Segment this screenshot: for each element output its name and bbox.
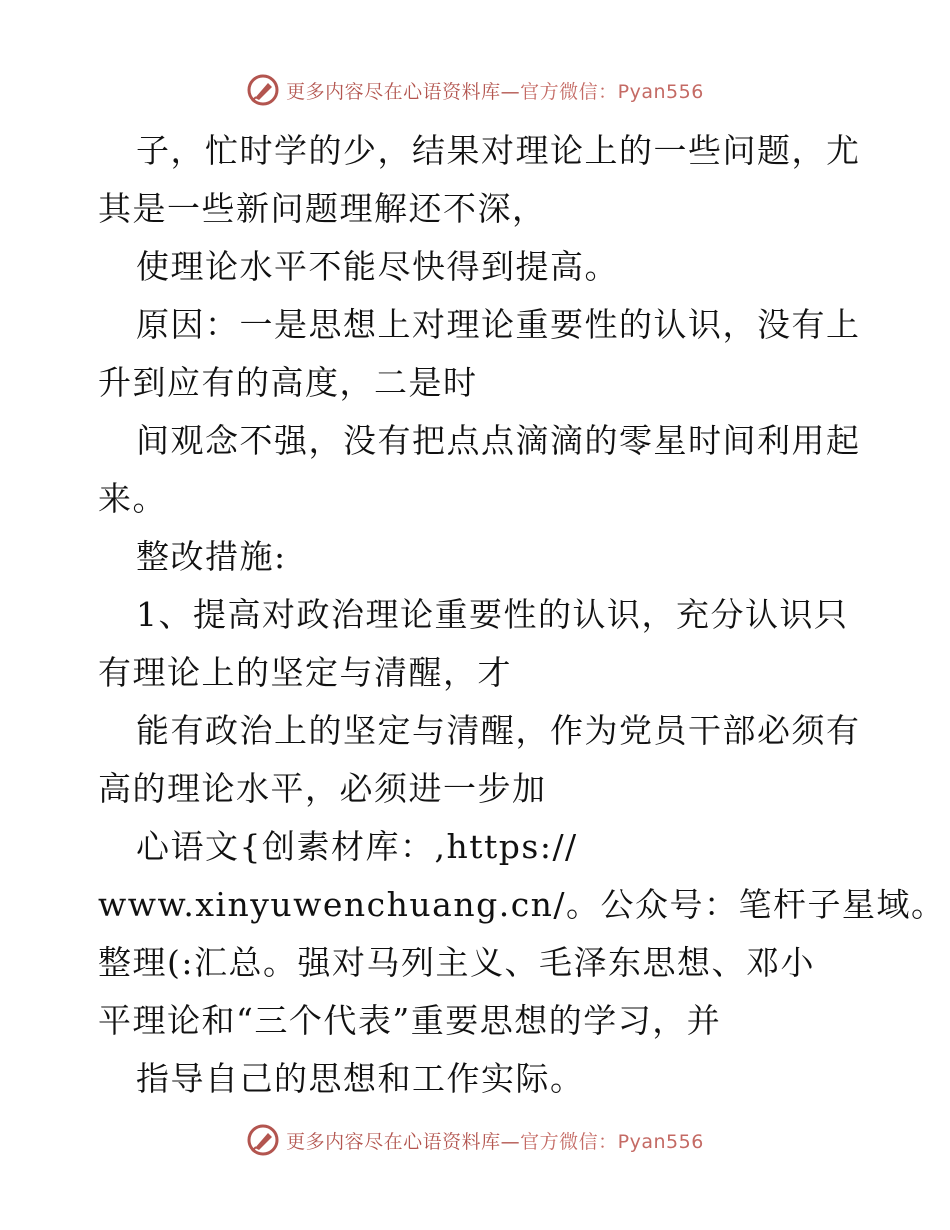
- footer-banner-inner: [246, 1123, 704, 1157]
- header-text-wechat: 官方微信：Pyan556: [520, 80, 704, 103]
- pen-nib-logo-icon: [246, 73, 280, 107]
- footer-text-main: 更多内容尽在心语资料库—: [286, 1130, 521, 1153]
- paragraph-line: 能有政治上的坚定与清醒，作为党员干部必须有: [136, 711, 861, 750]
- header-banner-inner: [246, 73, 704, 107]
- paragraph-line: 使理论水平不能尽快得到提高。: [136, 247, 619, 286]
- document-body: [98, 122, 946, 1108]
- header-text: [286, 77, 704, 104]
- paragraph-line: 来。: [98, 479, 167, 518]
- paragraph-line: 原因：一是思想上对理论重要性的认识，没有上: [136, 305, 861, 344]
- paragraph-line: 心语文{创素材库：,https://: [136, 827, 578, 866]
- section-heading: 整改措施:: [136, 537, 287, 576]
- footer-text-wechat: 官方微信：Pyan556: [520, 1130, 704, 1153]
- paragraph-line: 其是一些新问题理解还不深，: [98, 189, 547, 228]
- paragraph-line: 指导自己的思想和工作实际。: [136, 1059, 585, 1098]
- footer-banner: [0, 1120, 950, 1160]
- paragraph-line: 间观念不强，没有把点点滴滴的零星时间利用起: [136, 421, 861, 460]
- pen-nib-logo-icon: [246, 1123, 280, 1157]
- header-text-main: 更多内容尽在心语资料库—: [286, 80, 521, 103]
- paragraph-line: 有理论上的坚定与清醒，才: [98, 653, 512, 692]
- paragraph-line: 整理(:汇总。强对马列主义、毛泽东思想、邓小: [98, 943, 815, 982]
- paragraph-line: 升到应有的高度，二是时: [98, 363, 478, 402]
- paragraph-line: 子，忙时学的少，结果对理论上的一些问题，尤: [136, 131, 861, 170]
- header-banner: [0, 70, 950, 110]
- paragraph-line: www.xinyuwenchuang.cn/。公众号：笔杆子星域。: [98, 885, 946, 924]
- paragraph-line: 1、提高对政治理论重要性的认识，充分认识只: [136, 595, 849, 634]
- paragraph-line: 平理论和“三个代表”重要思想的学习，并: [98, 1001, 722, 1040]
- paragraph-line: 高的理论水平，必须进一步加: [98, 769, 547, 808]
- footer-text: [286, 1127, 704, 1154]
